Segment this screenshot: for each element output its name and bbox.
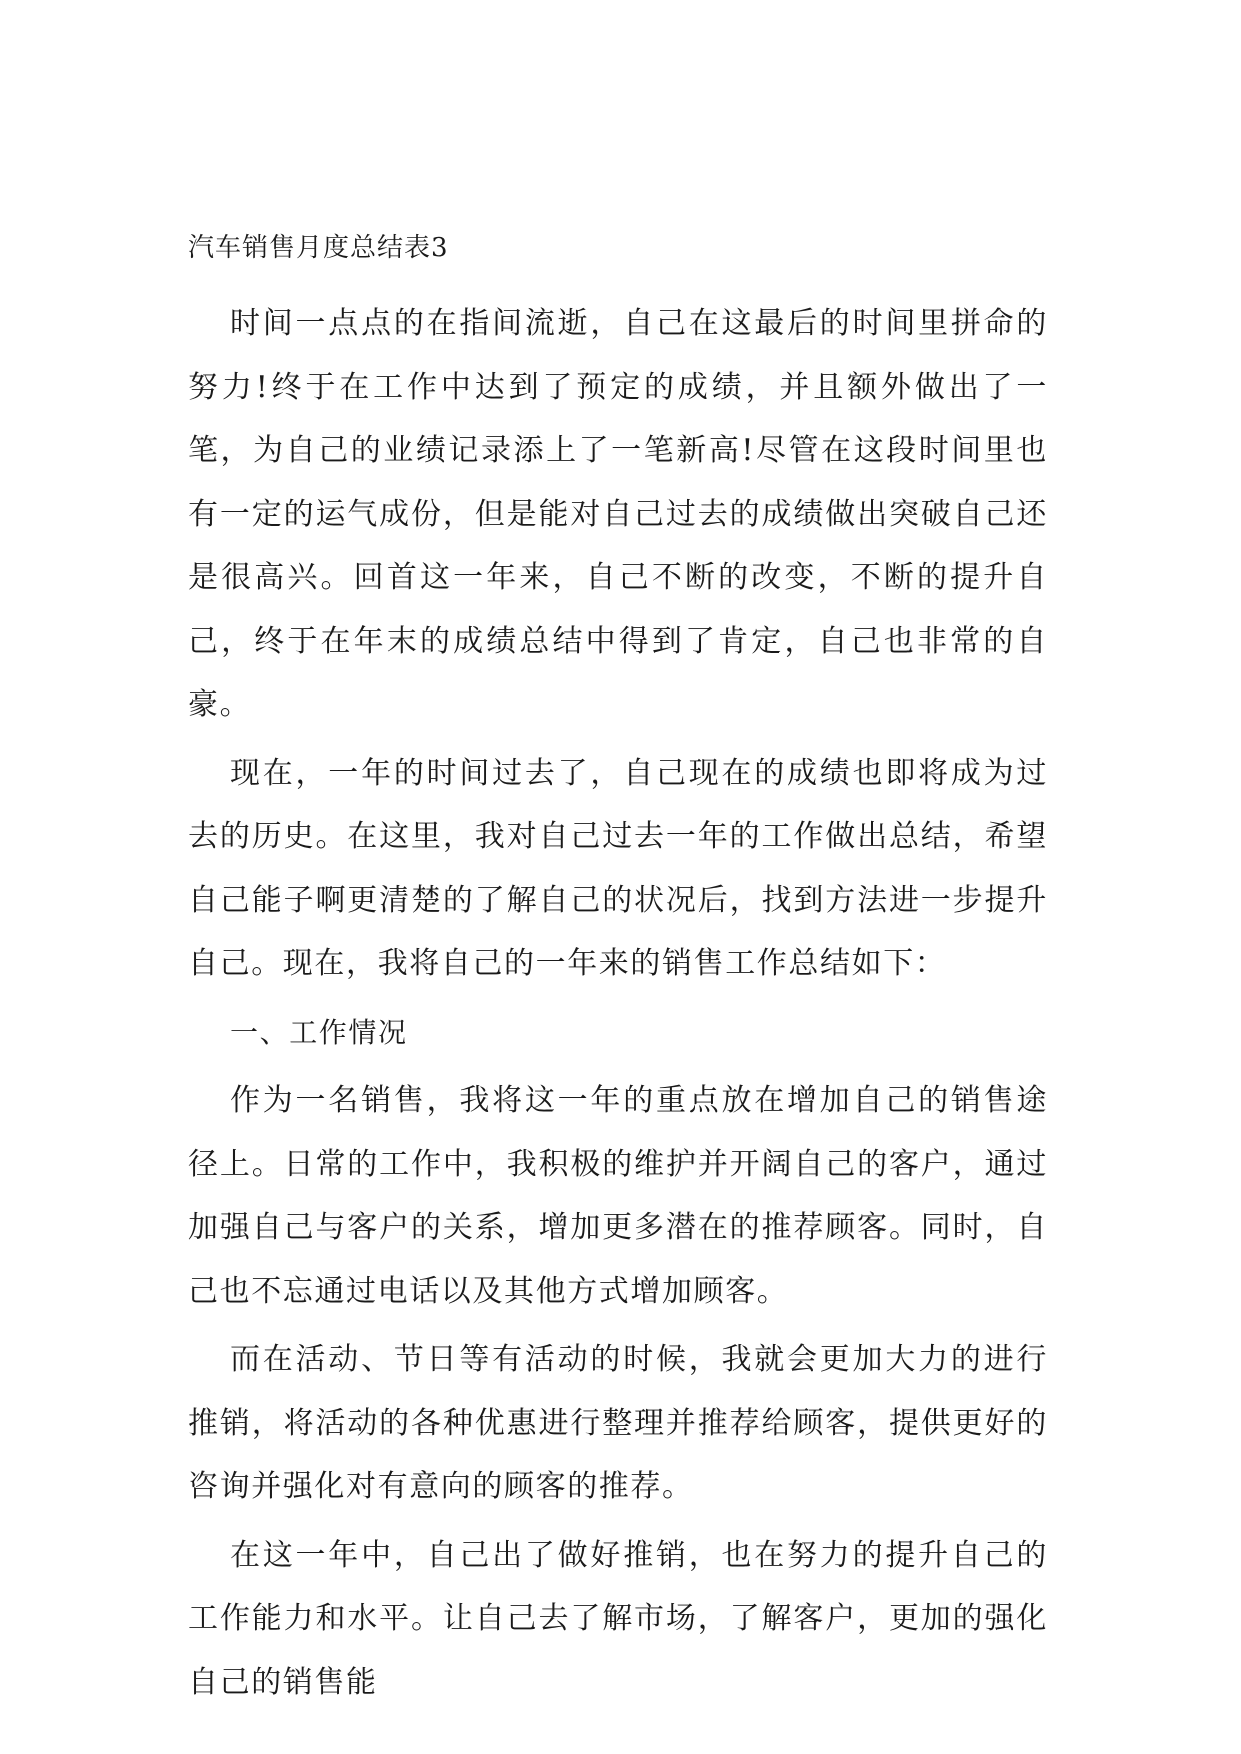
paragraph-intro: 时间一点点的在指间流逝，自己在这最后的时间里拼命的努力!终于在工作中达到了预定的成绩，并且额外做出了一笔，为自己的业绩记录添上了一笔新高!尽管在这段时间里也有一定的运气成份，但是能对自己过去的成绩做出突破自己还是很高兴。回首这一年来，自己不断的改变，不断的提升自己，终于在年末的成绩总结中得到了肯定，自己也非常的自豪。	[188, 306, 1048, 722]
section-heading-work-situation: 一、工作情况	[230, 1015, 408, 1049]
paragraph-summary-purpose: 现在，一年的时间过去了，自己现在的成绩也即将成为过去的历史。在这里，我对自己过去一年的工作做出总结，希望自己能子啊更清楚的了解自己的状况后，找到方法进一步提升自己。现在，我将自己的一年来的销售工作总结如下：	[188, 755, 1048, 981]
paragraph-sales-channels: 作为一名销售，我将这一年的重点放在增加自己的销售途径上。日常的工作中，我积极的维护并开阔自己的客户，通过加强自己与客户的关系，增加更多潜在的推荐顾客。同时，自己也不忘通过电话以及其他方式增加顾客。	[188, 1083, 1048, 1309]
document-title: 汽车销售月度总结表3	[188, 233, 449, 263]
paragraph-self-improvement: 在这一年中，自己出了做好推销，也在努力的提升自己的工作能力和水平。让自己去了解市场，了解客户，更加的强化自己的销售能	[188, 1537, 1048, 1700]
document-page	[188, 232, 1048, 1719]
paragraph-promotions: 而在活动、节日等有活动的时候，我就会更加大力的进行推销，将活动的各种优惠进行整理并推荐给顾客，提供更好的咨询并强化对有意向的顾客的推荐。	[188, 1342, 1048, 1504]
